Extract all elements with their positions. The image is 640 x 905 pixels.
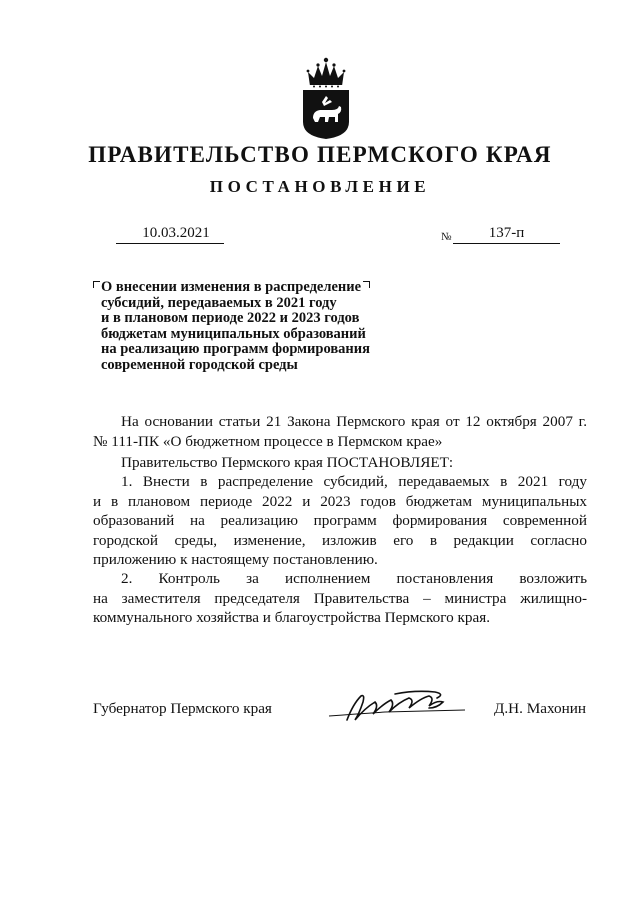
document-type: ПОСТАНОВЛЕНИЕ xyxy=(209,177,431,196)
document-number: 137-п xyxy=(453,224,560,244)
coat-of-arms-icon xyxy=(300,56,352,140)
subject-line: и в плановом периоде 2022 и 2023 годов xyxy=(101,310,360,327)
subject-line: бюджетам муниципальных образований xyxy=(101,325,366,342)
paragraph-line: образований на реализацию программ формирования современной xyxy=(93,512,587,530)
organization-title: ПРАВИТЕЛЬСТВО ПЕРМСКОГО КРАЯ xyxy=(88,142,552,167)
paragraph-line: 1. Внести в распределение субсидий, передаваемых в 2021 году xyxy=(121,473,587,490)
subject-line: субсидий, передаваемых в 2021 году xyxy=(101,294,337,311)
legal-basis-paragraph xyxy=(93,412,587,451)
paragraph-line: 2. Контроль за исполнением постановления возложить xyxy=(121,570,587,587)
paragraph-line: городской среды, изменение, изложив его в редакции согласно xyxy=(93,531,587,549)
paragraph-line: коммунального хозяйства и благоустройства Пермского края. xyxy=(93,609,490,627)
subject-line: современной городской среды xyxy=(101,356,298,373)
number-prefix: № xyxy=(441,231,452,243)
document-date: 10.03.2021 xyxy=(116,224,224,244)
subject-line: О внесении изменения в распределение xyxy=(101,279,362,295)
resolution-intro: Правительство Пермского края ПОСТАНОВЛЯЕТ: xyxy=(121,454,454,471)
paragraph-line: и в плановом периоде 2022 и 2023 годов бюджетам муниципальных xyxy=(93,492,587,510)
clause-1 xyxy=(93,472,587,570)
paragraph-line: № 111-ПК «О бюджетном процессе в Пермском крае» xyxy=(93,432,443,450)
paragraph-line: на заместителя председателя Правительства – министра жилищно- xyxy=(93,589,587,607)
paragraph-line: приложению к настоящему постановлению. xyxy=(93,551,378,569)
subject-line: на реализацию программ формирования xyxy=(101,341,370,358)
paragraph-line: На основании статьи 21 Закона Пермского края от 12 октября 2007 г. xyxy=(121,413,587,430)
signatory-position: Губернатор Пермского края xyxy=(93,700,272,717)
clause-2 xyxy=(93,569,587,628)
document-subject xyxy=(101,280,401,374)
signatory-name: Д.Н. Махонин xyxy=(494,700,586,717)
subject-bracket-left xyxy=(93,281,100,288)
signature-image xyxy=(325,686,475,726)
